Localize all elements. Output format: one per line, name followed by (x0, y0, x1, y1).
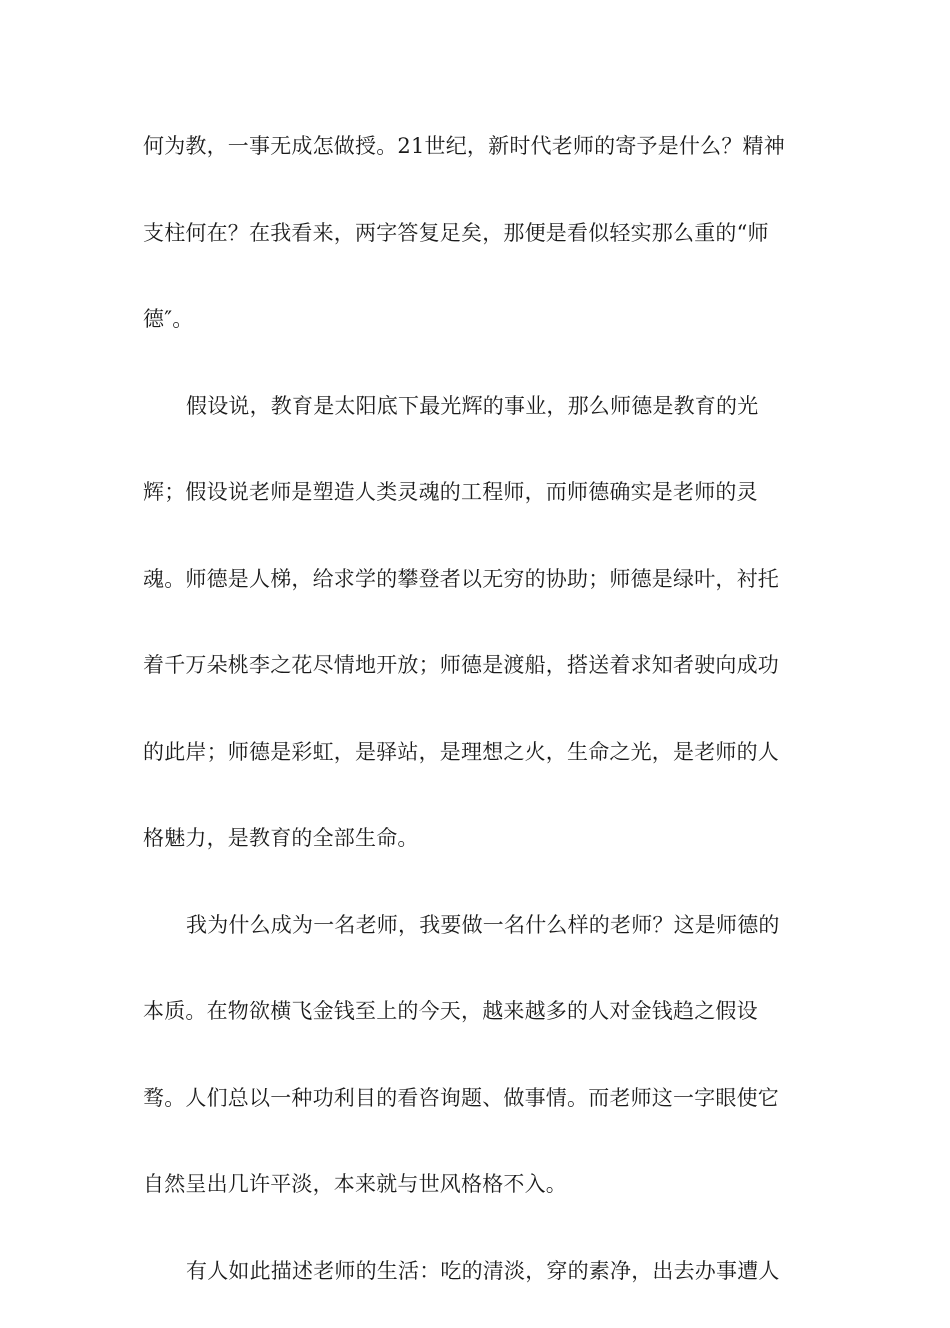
body-text (143, 117, 808, 1328)
text-line: 着千万朵桃李之花尽情地开放；师德是渡船，搭送着求知者驶向成功 (143, 653, 779, 677)
text-line: 辉；假设说老师是塑造人类灵魂的工程师，而师德确实是老师的灵 (143, 480, 758, 504)
text-line: 骛。人们总以一种功利目的看咨询题、做事情。而老师这一字眼使它 (143, 1085, 779, 1110)
text-line: 格魅力，是教育的全部生命。 (143, 826, 419, 850)
text-line: 何为教，一事无成怎做授。21世纪，新时代老师的寄予是什么？精神 (143, 134, 785, 158)
text-line: 本质。在物欲横飞金钱至上的今天，越来越多的人对金钱趋之假设 (143, 999, 758, 1023)
text-line: 德″。 (143, 307, 194, 331)
text-line: 魂。师德是人梯，给求学的攀登者以无穷的协助；师德是绿叶，衬托 (143, 566, 779, 591)
text-line: 自然呈出几许平淡，本来就与世风格格不入。 (143, 1172, 567, 1196)
paragraph-start-line: 我为什么成为一名老师，我要做一名什么样的老师？这是师德的 (186, 912, 780, 937)
paragraph-start-line: 假设说，教育是太阳底下最光辉的事业，那么师德是教育的光 (186, 393, 759, 418)
text-line: 支柱何在？在我看来，两字答复足矣，那便是看似轻实那么重的“师 (143, 220, 769, 245)
text-line: 的此岸；师德是彩虹，是驿站，是理想之火，生命之光，是老师的人 (143, 739, 779, 764)
paragraph-start-line: 有人如此描述老师的生活：吃的清淡，穿的素净，出去办事遭人 (186, 1258, 780, 1283)
